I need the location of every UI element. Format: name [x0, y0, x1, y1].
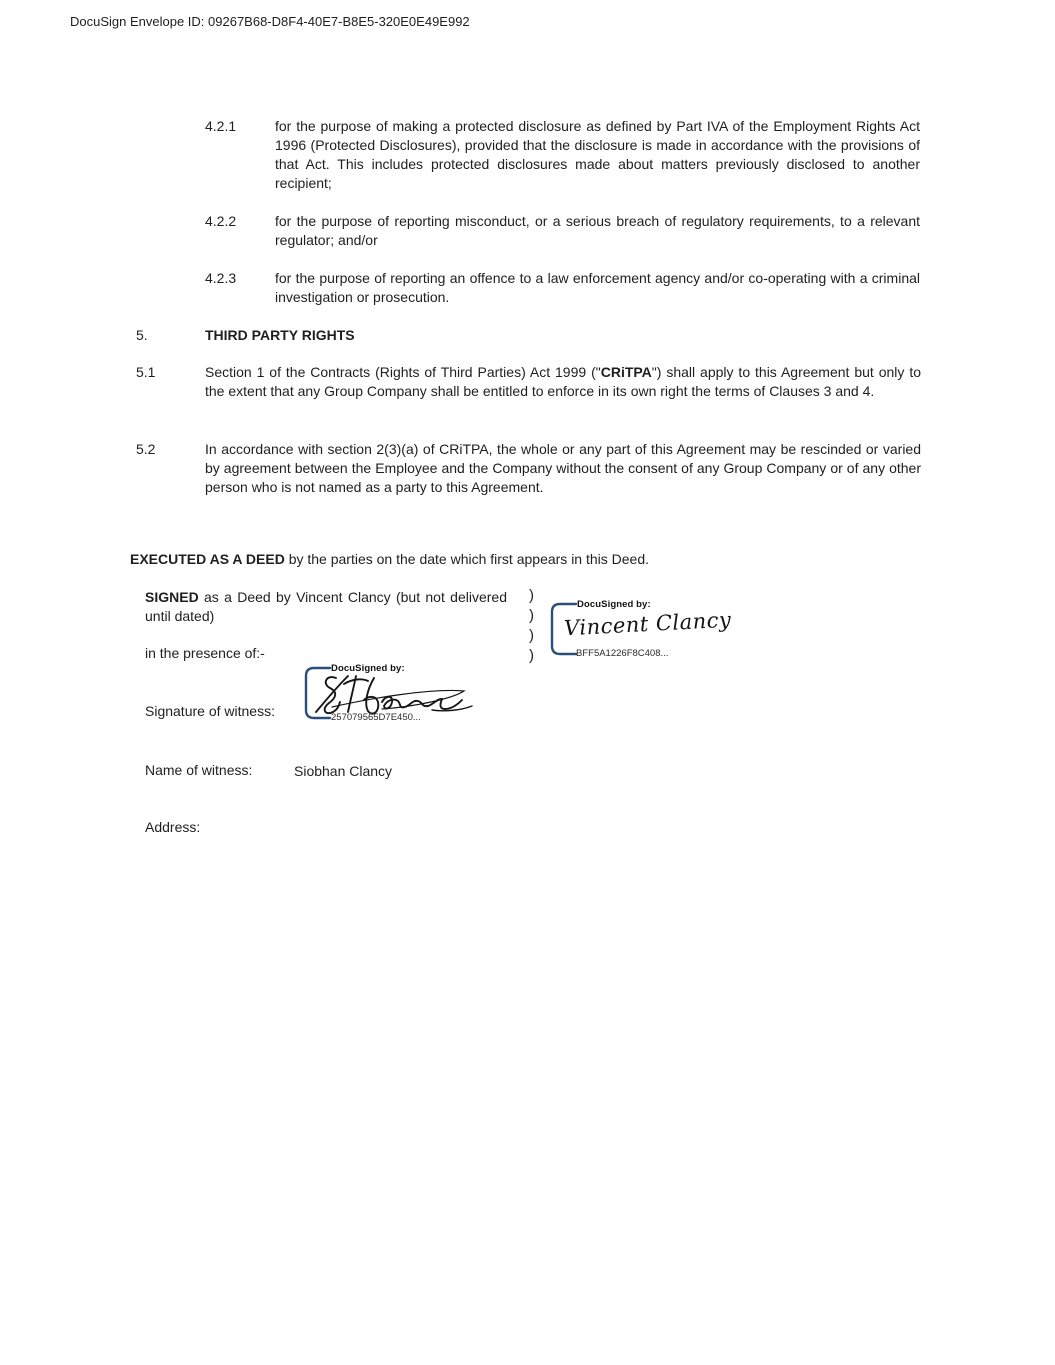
executed-as-deed-line: [130, 550, 930, 569]
clause-51-pre: Section 1 of the Contracts (Rights of Third Parties) Act 1999 (": [205, 364, 601, 380]
clause-number-422: 4.2.2: [205, 213, 237, 229]
witness-name-label: Name of witness:: [145, 762, 253, 778]
clause-text-423: for the purpose of reporting an offence to a law enforcement agency and/or co-operating with a criminal investigation or prosecution.: [275, 270, 920, 305]
docusigned-by-label: DocuSigned by:: [331, 663, 405, 674]
presence-line: in the presence of:-: [145, 645, 265, 661]
paren-mark: ): [529, 587, 534, 604]
clause-number-421: 4.2.1: [205, 118, 237, 134]
witness-address-label: Address:: [145, 819, 201, 835]
witness-name-value: Siobhan Clancy: [294, 763, 393, 779]
paren-mark: ): [529, 627, 534, 644]
paren-mark: ): [529, 607, 534, 624]
section-number-5: 5.: [136, 327, 148, 343]
signature-id: 257079565D7E450...: [331, 712, 421, 723]
clause-number-52: 5.2: [136, 441, 156, 457]
signed-bold: SIGNED: [145, 589, 199, 605]
signature-name-script: Vincent Clancy: [563, 607, 732, 641]
paren-mark: ): [529, 647, 534, 664]
clause-51-post: ") shall apply to this Agreement but only to the extent that any Group Company shall be entitled to enforce in its own right the terms of Clauses 3 and 4.: [205, 364, 921, 399]
clause-text-51: [205, 363, 921, 401]
docusign-signature-witness: [300, 658, 490, 724]
envelope-id: DocuSign Envelope ID: 09267B68-D8F4-40E7-B8E5-320E0E49E992: [70, 14, 470, 29]
clause-number-51: 5.1: [136, 364, 156, 380]
docusigned-by-label: DocuSigned by:: [577, 599, 651, 610]
witness-signature-label: Signature of witness:: [145, 703, 275, 719]
clause-text-52: In accordance with section 2(3)(a) of CRiTPA, the whole or any part of this Agreement may be rescinded or varied by agreement between the Employee and the Company without the consent of any Group Company or of any other person who is not named as a party to this Agreement.: [205, 441, 921, 495]
signed-rest: as a Deed by Vincent Clancy (but not delivered until dated): [145, 589, 507, 624]
clause-51-defined-term: CRiTPA: [600, 364, 652, 380]
signature-id: BFF5A1226F8C408...: [576, 648, 669, 659]
paren-marks: [529, 586, 534, 666]
executed-rest: by the parties on the date which first appears in this Deed.: [284, 551, 650, 567]
clause-number-423: 4.2.3: [205, 270, 237, 286]
clause-text-422: for the purpose of reporting misconduct, or a serious breach of regulatory requirements, to a relevant regulator; and/or: [275, 213, 920, 248]
signed-clause: [145, 588, 507, 626]
docusign-signature-vincent-clancy: [546, 598, 732, 662]
section-heading-third-party-rights: THIRD PARTY RIGHTS: [205, 327, 355, 343]
clause-text-421: for the purpose of making a protected disclosure as defined by Part IVA of the Employment Rights Act 1996 (Protected Disclosures), provided that the disclosure is made in accordance with the provisions of that Act. This includes protected disclosures made about matters previously disclosed to another recipient;: [275, 118, 920, 191]
executed-bold: EXECUTED AS A DEED: [130, 551, 285, 567]
